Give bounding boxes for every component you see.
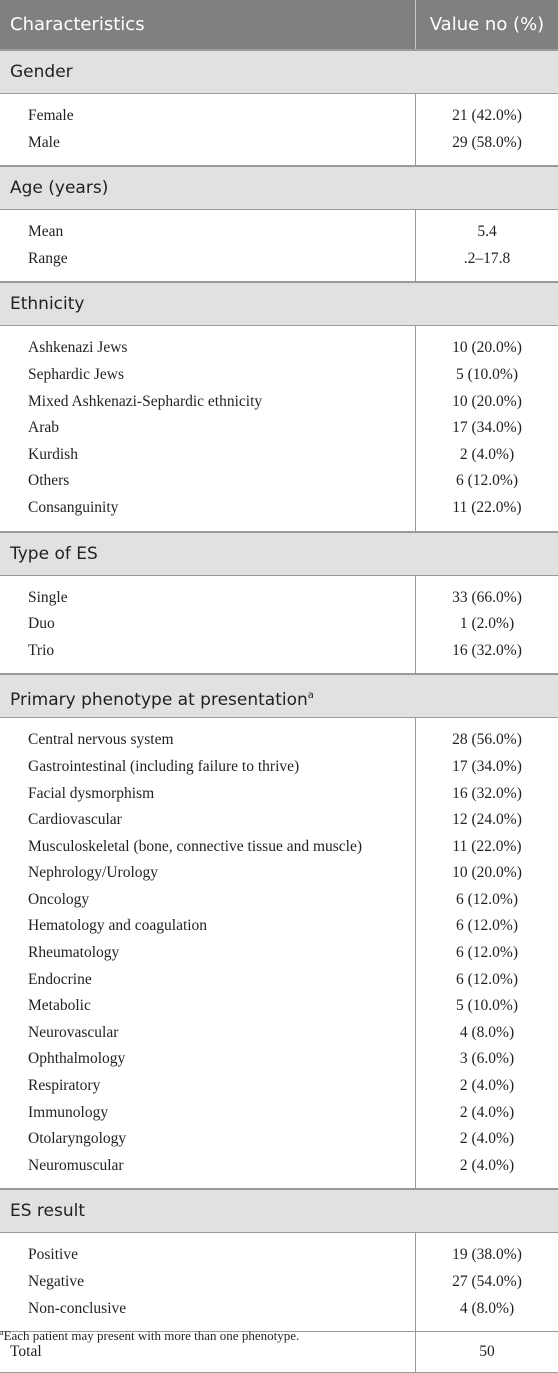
row-label: Otolaryngology <box>0 1126 416 1153</box>
section-header <box>0 532 558 576</box>
section-header <box>0 674 558 718</box>
row-value: 17 (34.0%) <box>452 757 522 775</box>
row-label: Rheumatology <box>0 940 416 967</box>
section-header <box>0 282 558 326</box>
table-row <box>0 1296 558 1323</box>
table-body <box>0 50 558 1332</box>
row-spacer <box>0 1179 558 1188</box>
row-label: Duo <box>0 611 416 638</box>
spacer-cell <box>416 272 558 281</box>
table-row <box>0 389 558 416</box>
spacer-cell <box>0 664 416 673</box>
section-header <box>0 166 558 210</box>
table-row <box>0 913 558 940</box>
section-title-text: Gender <box>10 62 73 82</box>
spacer-cell <box>416 576 558 585</box>
row-spacer <box>0 210 558 219</box>
header-value: Value no (%) <box>429 14 545 35</box>
row-value: 2 (4.0%) <box>459 1077 515 1095</box>
spacer-cell <box>416 1233 558 1242</box>
table-row <box>0 611 558 638</box>
spacer-cell <box>0 156 416 165</box>
row-label: Metabolic <box>0 993 416 1020</box>
row-value: 4 (8.0%) <box>459 1299 515 1317</box>
section-title-text: ES result <box>10 1201 86 1222</box>
spacer-cell <box>0 272 416 281</box>
row-value: .2–17.8 <box>463 249 511 267</box>
row-label: Trio <box>0 638 416 665</box>
row-label: Ophthalmology <box>0 1046 416 1073</box>
table-row <box>0 1126 558 1153</box>
spacer-cell <box>416 94 558 103</box>
row-label: Range <box>0 246 416 273</box>
row-label: Sephardic Jews <box>0 362 416 389</box>
row-label: Cardiovascular <box>0 807 416 834</box>
row-label: Total <box>0 1332 416 1372</box>
spacer-cell <box>0 210 416 219</box>
spacer-cell <box>0 94 416 103</box>
row-spacer <box>0 522 558 531</box>
section-title <box>0 51 558 93</box>
row-label: Hematology and coagulation <box>0 913 416 940</box>
table-row <box>0 967 558 994</box>
table-row <box>0 807 558 834</box>
row-value: 2 (4.0%) <box>459 1103 515 1121</box>
spacer-cell <box>0 326 416 335</box>
row-value: 11 (22.0%) <box>452 837 522 855</box>
row-value: 21 (42.0%) <box>452 107 522 124</box>
row-value: 5 (10.0%) <box>456 365 518 383</box>
section-title <box>0 1190 558 1232</box>
section-rows <box>0 326 558 531</box>
row-label: Single <box>0 585 416 612</box>
row-value: 2 (4.0%) <box>459 1156 515 1174</box>
row-value: 17 (34.0%) <box>452 419 522 437</box>
table-row <box>0 246 558 273</box>
row-value: 6 (12.0%) <box>456 472 518 490</box>
row-value: 10 (20.0%) <box>452 392 522 410</box>
spacer-cell <box>416 718 558 727</box>
spacer-cell <box>416 664 558 673</box>
table-row <box>0 887 558 914</box>
table-row <box>0 335 558 362</box>
row-label: Immunology <box>0 1100 416 1127</box>
row-label: Respiratory <box>0 1073 416 1100</box>
table-row <box>0 103 558 130</box>
row-spacer <box>0 718 558 727</box>
row-value: 5.4 <box>477 223 497 241</box>
table-row <box>0 754 558 781</box>
spacer-cell <box>416 156 558 165</box>
row-value: 3 (6.0%) <box>459 1050 515 1068</box>
row-value: 16 (32.0%) <box>452 784 522 802</box>
table-row <box>0 993 558 1020</box>
footnote-marker: a <box>0 1328 4 1337</box>
row-label: Nephrology/Urology <box>0 860 416 887</box>
row-label: Ashkenazi Jews <box>0 335 416 362</box>
row-label: Arab <box>0 415 416 442</box>
spacer-cell <box>0 718 416 727</box>
row-label: Non-conclusive <box>0 1296 416 1323</box>
spacer-cell <box>416 210 558 219</box>
row-label: Negative <box>0 1269 416 1296</box>
row-value: 29 (58.0%) <box>452 133 522 151</box>
row-label: Mean <box>0 219 416 246</box>
row-spacer <box>0 326 558 335</box>
spacer-cell <box>0 1179 416 1188</box>
row-label: Male <box>0 130 416 157</box>
row-value: 2 (4.0%) <box>459 445 515 463</box>
header-characteristics: Characteristics <box>0 0 416 49</box>
row-value: 33 (66.0%) <box>452 588 522 606</box>
table-row <box>0 130 558 157</box>
row-label: Endocrine <box>0 967 416 994</box>
section-header <box>0 1189 558 1233</box>
row-value: 28 (56.0%) <box>452 731 522 749</box>
row-label: Neuromuscular <box>0 1153 416 1180</box>
spacer-cell <box>416 326 558 335</box>
table-row <box>0 495 558 522</box>
table-row <box>0 415 558 442</box>
row-value: 10 (20.0%) <box>452 864 522 882</box>
table-row <box>0 1242 558 1269</box>
section-rows <box>0 1233 558 1332</box>
table-row <box>0 362 558 389</box>
row-spacer <box>0 576 558 585</box>
section-title <box>0 675 558 717</box>
spacer-cell <box>416 522 558 531</box>
row-value: 6 (12.0%) <box>456 890 518 908</box>
table-row <box>0 1046 558 1073</box>
row-value: 4 (8.0%) <box>459 1023 515 1041</box>
table-row <box>0 940 558 967</box>
table-row <box>0 834 558 861</box>
row-value: 16 (32.0%) <box>452 641 522 659</box>
row-label: Oncology <box>0 887 416 914</box>
spacer-cell <box>0 522 416 531</box>
section-rows <box>0 576 558 675</box>
row-value: 6 (12.0%) <box>456 917 518 935</box>
section-rows <box>0 94 558 166</box>
row-value: 50 <box>479 1343 495 1361</box>
row-spacer <box>0 272 558 281</box>
section-title-text: Primary phenotype at presentation <box>10 690 308 711</box>
footnote-text: Each patient may present with more than one phenotype. <box>3 1328 300 1343</box>
table-row <box>0 468 558 495</box>
footnote-marker: a <box>307 690 314 702</box>
row-value: 27 (54.0%) <box>452 1273 522 1290</box>
row-label: Positive <box>0 1242 416 1269</box>
row-value: 10 (20.0%) <box>452 339 522 357</box>
section-title <box>0 533 558 575</box>
row-label: Musculoskeletal (bone, connective tissue and muscle) <box>0 834 416 861</box>
table-row <box>0 219 558 246</box>
row-spacer <box>0 156 558 165</box>
row-label: Central nervous system <box>0 727 416 754</box>
section-title-text: Type of ES <box>10 543 98 564</box>
section-title-text: Age (years) <box>10 178 109 199</box>
row-value: 12 (24.0%) <box>452 811 522 829</box>
row-spacer <box>0 1233 558 1242</box>
section-rows <box>0 210 558 282</box>
row-value: 1 (2.0%) <box>459 615 515 633</box>
spacer-cell <box>416 1322 558 1331</box>
row-value: 19 (38.0%) <box>452 1246 522 1264</box>
row-spacer <box>0 94 558 103</box>
table-row <box>0 1100 558 1127</box>
row-spacer <box>0 664 558 673</box>
row-label: Female <box>0 103 416 130</box>
table-row <box>0 638 558 665</box>
footnote <box>0 1325 299 1344</box>
row-label: Others <box>0 468 416 495</box>
section-title <box>0 283 558 325</box>
table-header <box>0 0 558 50</box>
row-value: 6 (12.0%) <box>456 944 518 962</box>
row-label: Neurovascular <box>0 1020 416 1047</box>
row-value: 2 (4.0%) <box>459 1130 515 1148</box>
section-title <box>0 167 558 209</box>
table-row <box>0 727 558 754</box>
spacer-cell <box>0 576 416 585</box>
table-row <box>0 1020 558 1047</box>
section-header <box>0 50 558 94</box>
spacer-cell <box>416 1179 558 1188</box>
table-row <box>0 1269 558 1296</box>
row-label: Kurdish <box>0 442 416 469</box>
section-rows <box>0 718 558 1189</box>
row-label: Consanguinity <box>0 495 416 522</box>
table-row <box>0 1153 558 1180</box>
spacer-cell <box>0 1233 416 1242</box>
row-value: 5 (10.0%) <box>456 997 518 1015</box>
row-value: 6 (12.0%) <box>456 970 518 988</box>
row-label: Mixed Ashkenazi-Sephardic ethnicity <box>0 389 416 416</box>
row-label: Facial dysmorphism <box>0 781 416 808</box>
table-row <box>0 860 558 887</box>
table-row <box>0 1073 558 1100</box>
row-label: Gastrointestinal (including failure to thrive) <box>0 754 416 781</box>
table-row <box>0 585 558 612</box>
row-value: 11 (22.0%) <box>452 498 522 516</box>
table-row <box>0 781 558 808</box>
table-row <box>0 442 558 469</box>
section-title-text: Ethnicity <box>10 294 85 315</box>
